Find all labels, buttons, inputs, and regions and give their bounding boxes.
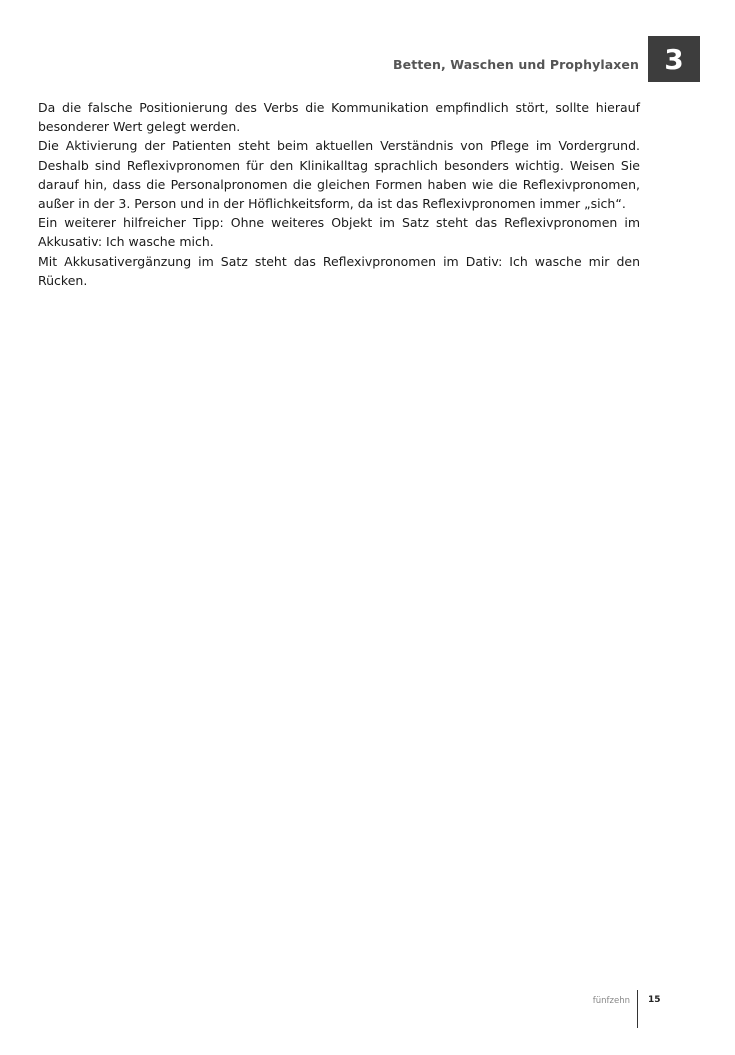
paragraph: Da die falsche Positionierung des Verbs die Kommunikation empfindlich stört, sollte hierauf besonderer Wert gelegt werden.	[38, 100, 640, 135]
footer-divider	[637, 990, 638, 1028]
page-number: 15	[648, 995, 661, 1005]
running-header-title: Betten, Waschen und Prophylaxen	[393, 57, 639, 72]
paragraph: Ein weiterer hilfreicher Tipp: Ohne weiteres Objekt im Satz steht das Reflexivpronomen im Akkusativ: Ich wasche mich.	[38, 215, 640, 250]
paragraph: Die Aktivierung der Patienten steht beim aktuellen Verständnis von Pflege im Vordergrund. Deshalb sind Reflexivpronomen für den Klinikalltag sprachlich besonders wichtig. Weisen Sie darauf hin, dass die Personalpronomen die gleichen Formen haben wie die Reflexivpronomen, außer in der 3. Person und in der Höflichkeitsform, da ist das Reflexivpronomen immer „sich“.	[38, 138, 640, 212]
body-text	[38, 98, 640, 290]
chapter-number-badge: 3	[648, 36, 700, 82]
page-footer	[0, 990, 735, 1030]
page-number-word: fünfzehn	[592, 996, 630, 1006]
paragraph: Mit Akkusativergänzung im Satz steht das Reflexivpronomen im Dativ: Ich wasche mir den Rücken.	[38, 253, 640, 288]
